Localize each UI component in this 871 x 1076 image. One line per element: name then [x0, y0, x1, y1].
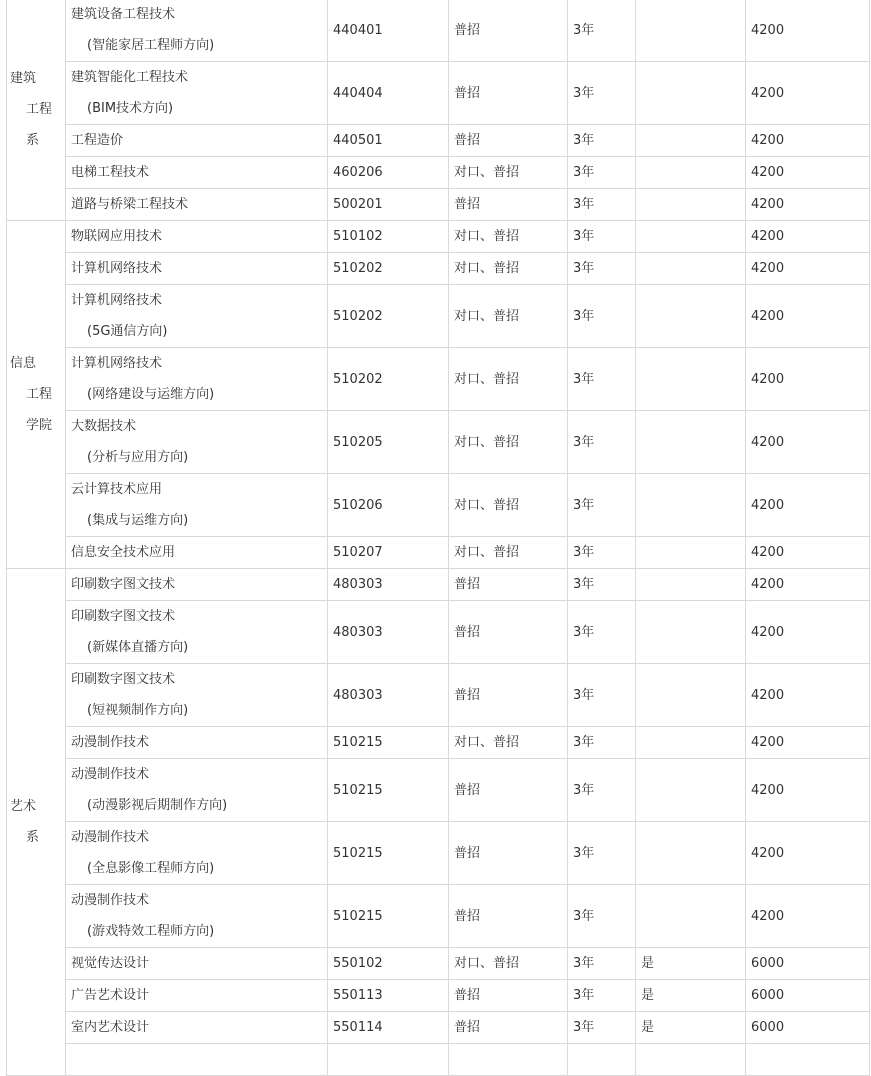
major-code-cell: 510215	[328, 885, 449, 948]
major-name: 云计算技术应用	[71, 482, 163, 497]
major-code-cell: 510206	[328, 474, 449, 537]
department-name-line: 系	[26, 133, 40, 148]
art-flag-cell	[636, 189, 746, 221]
enrollment-type-cell: 普招	[449, 62, 568, 125]
table-row	[7, 537, 870, 569]
major-name: 印刷数字图文技术	[71, 609, 176, 624]
department-name-line: 工程	[26, 102, 53, 117]
major-cell	[66, 474, 328, 537]
table-row	[7, 221, 870, 253]
major-name: 道路与桥梁工程技术	[71, 197, 189, 212]
major-cell	[66, 980, 328, 1012]
table-row	[7, 759, 870, 822]
major-name: 工程造价	[71, 133, 124, 148]
major-cell	[66, 885, 328, 948]
table-row	[7, 1012, 870, 1044]
major-code-cell: 510202	[328, 285, 449, 348]
major-code-cell	[328, 1044, 449, 1076]
major-cell	[66, 822, 328, 885]
duration-cell: 3年	[568, 537, 636, 569]
enrollment-type-cell: 对口、普招	[449, 474, 568, 537]
enrollment-type-cell: 对口、普招	[449, 221, 568, 253]
major-cell	[66, 537, 328, 569]
department-name-line: 系	[26, 830, 40, 845]
department-name-line: 工程	[26, 387, 53, 402]
duration-cell: 3年	[568, 1012, 636, 1044]
duration-cell: 3年	[568, 980, 636, 1012]
enrollment-type-cell: 普招	[449, 125, 568, 157]
department-name-line: 信息	[10, 356, 37, 371]
art-flag-cell: 是	[636, 948, 746, 980]
art-flag-cell	[636, 348, 746, 411]
major-cell	[66, 727, 328, 759]
major-name: 广告艺术设计	[71, 988, 150, 1003]
tuition-cell: 4200	[746, 125, 870, 157]
enrollment-type-cell: 对口、普招	[449, 253, 568, 285]
enrollment-type-cell: 对口、普招	[449, 411, 568, 474]
art-flag-cell	[636, 157, 746, 189]
table-row	[7, 285, 870, 348]
art-flag-cell	[636, 1044, 746, 1076]
duration-cell: 3年	[568, 601, 636, 664]
major-name: 电梯工程技术	[71, 165, 150, 180]
table-row	[7, 0, 870, 62]
duration-cell: 3年	[568, 221, 636, 253]
duration-cell: 3年	[568, 62, 636, 125]
major-code-cell: 480303	[328, 601, 449, 664]
major-cell	[66, 125, 328, 157]
major-name: 计算机网络技术	[71, 293, 163, 308]
major-code-cell: 510205	[328, 411, 449, 474]
major-cell	[66, 601, 328, 664]
duration-cell: 3年	[568, 285, 636, 348]
major-code-cell: 510207	[328, 537, 449, 569]
major-code-cell: 510215	[328, 822, 449, 885]
major-name: 动漫制作技术	[71, 767, 150, 782]
table-row	[7, 474, 870, 537]
tuition-cell: 4200	[746, 569, 870, 601]
enrollment-type-cell: 普招	[449, 759, 568, 822]
major-direction: (5G通信方向)	[87, 324, 168, 339]
major-name: 视觉传达设计	[71, 956, 150, 971]
table-body	[7, 0, 870, 1076]
table-row	[7, 189, 870, 221]
enrollment-type-cell: 对口、普招	[449, 537, 568, 569]
major-cell	[66, 948, 328, 980]
enrollment-type-cell	[449, 1044, 568, 1076]
table-row	[7, 125, 870, 157]
tuition-cell: 6000	[746, 980, 870, 1012]
art-flag-cell	[636, 601, 746, 664]
duration-cell: 3年	[568, 727, 636, 759]
major-cell	[66, 189, 328, 221]
tuition-cell: 4200	[746, 601, 870, 664]
duration-cell: 3年	[568, 0, 636, 62]
duration-cell: 3年	[568, 885, 636, 948]
art-flag-cell	[636, 0, 746, 62]
major-code-cell: 440401	[328, 0, 449, 62]
major-name: 印刷数字图文技术	[71, 577, 176, 592]
art-flag-cell	[636, 759, 746, 822]
major-fee-table	[6, 0, 870, 1076]
art-flag-cell: 是	[636, 980, 746, 1012]
major-code-cell: 550102	[328, 948, 449, 980]
major-name: 计算机网络技术	[71, 261, 163, 276]
major-cell	[66, 62, 328, 125]
tuition-cell: 4200	[746, 759, 870, 822]
enrollment-type-cell: 对口、普招	[449, 727, 568, 759]
major-direction: (动漫影视后期制作方向)	[87, 798, 228, 813]
major-name: 建筑设备工程技术	[71, 7, 176, 22]
enrollment-type-cell: 对口、普招	[449, 157, 568, 189]
major-name: 计算机网络技术	[71, 356, 163, 371]
tuition-cell: 4200	[746, 822, 870, 885]
major-name: 室内艺术设计	[71, 1020, 150, 1035]
department-name-line: 学院	[26, 418, 53, 433]
tuition-cell: 6000	[746, 948, 870, 980]
duration-cell: 3年	[568, 759, 636, 822]
major-code-cell: 510215	[328, 759, 449, 822]
major-cell	[66, 664, 328, 727]
art-flag-cell	[636, 221, 746, 253]
enrollment-type-cell: 普招	[449, 189, 568, 221]
table-row	[7, 411, 870, 474]
enrollment-type-cell: 对口、普招	[449, 348, 568, 411]
major-code-cell: 500201	[328, 189, 449, 221]
major-direction: (集成与运维方向)	[87, 513, 189, 528]
duration-cell: 3年	[568, 664, 636, 727]
enrollment-type-cell: 对口、普招	[449, 285, 568, 348]
department-cell	[7, 0, 66, 221]
duration-cell: 3年	[568, 411, 636, 474]
duration-cell: 3年	[568, 948, 636, 980]
major-name: 动漫制作技术	[71, 735, 150, 750]
art-flag-cell	[636, 411, 746, 474]
major-name: 物联网应用技术	[71, 229, 163, 244]
enrollment-type-cell: 普招	[449, 822, 568, 885]
tuition-cell: 4200	[746, 0, 870, 62]
duration-cell: 3年	[568, 569, 636, 601]
tuition-cell: 4200	[746, 411, 870, 474]
duration-cell: 3年	[568, 125, 636, 157]
art-flag-cell	[636, 569, 746, 601]
art-flag-cell: 是	[636, 1012, 746, 1044]
duration-cell	[568, 1044, 636, 1076]
major-code-cell: 480303	[328, 569, 449, 601]
art-flag-cell	[636, 885, 746, 948]
duration-cell: 3年	[568, 157, 636, 189]
table-row	[7, 157, 870, 189]
enrollment-type-cell: 普招	[449, 980, 568, 1012]
major-cell	[66, 253, 328, 285]
tuition-cell: 6000	[746, 1012, 870, 1044]
tuition-cell: 4200	[746, 62, 870, 125]
tuition-cell: 4200	[746, 474, 870, 537]
tuition-cell: 4200	[746, 221, 870, 253]
major-direction: (新媒体直播方向)	[87, 640, 189, 655]
tuition-cell	[746, 1044, 870, 1076]
table-row	[7, 62, 870, 125]
major-direction: (网络建设与运维方向)	[87, 387, 215, 402]
enrollment-type-cell: 普招	[449, 0, 568, 62]
major-cell	[66, 348, 328, 411]
duration-cell: 3年	[568, 474, 636, 537]
duration-cell: 3年	[568, 822, 636, 885]
department-name-line: 艺术	[10, 799, 37, 814]
major-code-cell: 510202	[328, 348, 449, 411]
table-row	[7, 1044, 870, 1076]
major-name: 动漫制作技术	[71, 893, 150, 908]
major-direction: (智能家居工程师方向)	[87, 38, 215, 53]
major-direction: (BIM技术方向)	[87, 101, 174, 116]
major-code-cell: 550114	[328, 1012, 449, 1044]
major-direction: (短视频制作方向)	[87, 703, 189, 718]
table-row	[7, 948, 870, 980]
art-flag-cell	[636, 537, 746, 569]
major-name: 印刷数字图文技术	[71, 672, 176, 687]
table-row	[7, 727, 870, 759]
major-code-cell: 510215	[328, 727, 449, 759]
major-cell	[66, 221, 328, 253]
major-cell	[66, 569, 328, 601]
major-code-cell: 550113	[328, 980, 449, 1012]
tuition-cell: 4200	[746, 537, 870, 569]
major-code-cell: 510102	[328, 221, 449, 253]
major-cell	[66, 759, 328, 822]
major-direction: (分析与应用方向)	[87, 450, 189, 465]
major-code-cell: 440501	[328, 125, 449, 157]
tuition-cell: 4200	[746, 348, 870, 411]
department-cell	[7, 569, 66, 1076]
enrollment-type-cell: 普招	[449, 1012, 568, 1044]
major-cell	[66, 285, 328, 348]
table-row	[7, 253, 870, 285]
enrollment-type-cell: 普招	[449, 569, 568, 601]
major-name: 大数据技术	[71, 419, 137, 434]
tuition-cell: 4200	[746, 189, 870, 221]
art-flag-cell	[636, 253, 746, 285]
table-row	[7, 348, 870, 411]
major-cell	[66, 157, 328, 189]
table-row	[7, 822, 870, 885]
table-row	[7, 664, 870, 727]
art-flag-cell	[636, 62, 746, 125]
major-direction: (全息影像工程师方向)	[87, 861, 215, 876]
table-row	[7, 980, 870, 1012]
duration-cell: 3年	[568, 348, 636, 411]
major-cell	[66, 1012, 328, 1044]
duration-cell: 3年	[568, 189, 636, 221]
department-cell	[7, 221, 66, 569]
major-cell	[66, 1044, 328, 1076]
tuition-cell: 4200	[746, 253, 870, 285]
tuition-cell: 4200	[746, 664, 870, 727]
art-flag-cell	[636, 125, 746, 157]
enrollment-type-cell: 普招	[449, 601, 568, 664]
major-code-cell: 510202	[328, 253, 449, 285]
major-code-cell: 460206	[328, 157, 449, 189]
table-row	[7, 601, 870, 664]
tuition-cell: 4200	[746, 727, 870, 759]
major-cell	[66, 411, 328, 474]
art-flag-cell	[636, 664, 746, 727]
enrollment-type-cell: 对口、普招	[449, 948, 568, 980]
art-flag-cell	[636, 285, 746, 348]
major-name: 信息安全技术应用	[71, 545, 176, 560]
major-code-cell: 480303	[328, 664, 449, 727]
major-cell	[66, 0, 328, 62]
enrollment-type-cell: 普招	[449, 664, 568, 727]
art-flag-cell	[636, 727, 746, 759]
tuition-cell: 4200	[746, 885, 870, 948]
department-name-line: 建筑	[10, 71, 37, 86]
art-flag-cell	[636, 822, 746, 885]
tuition-cell: 4200	[746, 285, 870, 348]
duration-cell: 3年	[568, 253, 636, 285]
major-name: 建筑智能化工程技术	[71, 70, 189, 85]
tuition-cell: 4200	[746, 157, 870, 189]
enrollment-type-cell: 普招	[449, 885, 568, 948]
art-flag-cell	[636, 474, 746, 537]
major-direction: (游戏特效工程师方向)	[87, 924, 215, 939]
table-row	[7, 885, 870, 948]
table-row	[7, 569, 870, 601]
major-code-cell: 440404	[328, 62, 449, 125]
major-name: 动漫制作技术	[71, 830, 150, 845]
